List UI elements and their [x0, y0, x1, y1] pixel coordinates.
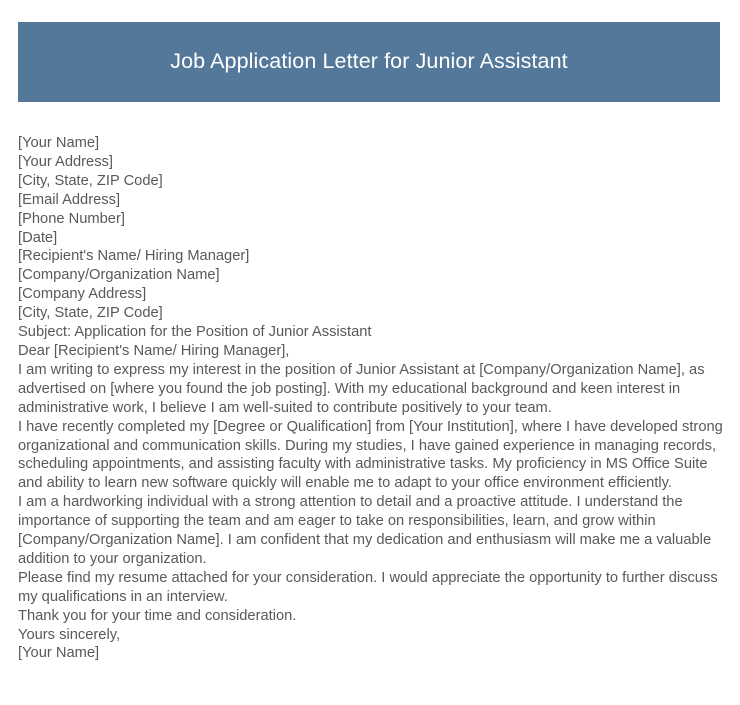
recipient-company-line: [Company/Organization Name] [18, 267, 220, 284]
recipient-name-line: [Recipient's Name/ Hiring Manager] [18, 248, 250, 265]
salutation-line: Dear [Recipient's Name/ Hiring Manager], [18, 342, 290, 359]
body-paragraph-3: I am a hardworking individual with a strong attention to detail and a proactive attitude. I understand the importance of supporting the team and am eager to take on responsibilities, learn, and grow within [Company/Organization Name]. I am confident that my dedication and enthusiasm will make me a valuable addition to your organization. [18, 494, 712, 567]
signature-name-line: [Your Name] [18, 645, 100, 662]
letter-body [18, 134, 724, 663]
sender-email-line: [Email Address] [18, 191, 121, 208]
closing-line: Yours sincerely, [18, 626, 121, 643]
sender-name-line: [Your Name] [18, 135, 100, 151]
recipient-address-line: [Company Address] [18, 286, 147, 303]
body-paragraph-1: I am writing to express my interest in the position of Junior Assistant at [Company/Organization Name], as advertised on [where you found the job posting]. With my educational background and keen interest in administrative work, I believe I am well-suited to contribute positively to your team. [18, 361, 705, 416]
sender-phone-line: [Phone Number] [18, 210, 125, 227]
body-paragraph-4: Please find my resume attached for your consideration. I would appreciate the opportunity to further discuss my qualifications in an interview. [18, 569, 718, 605]
sender-city-state-zip-line: [City, State, ZIP Code] [18, 172, 163, 189]
body-paragraph-2: I have recently completed my [Degree or Qualification] from [Your Institution], where I have developed strong organizational and communication skills. During my studies, I have gained experience in managing records, scheduling appointments, and assisting faculty with administrative tasks. My proficiency in MS Office Suite and ability to learn new software quickly will enable me to adapt to your office environment efficiently. [18, 418, 723, 492]
body-paragraph-5: Thank you for your time and consideration. [18, 607, 297, 624]
page-title: Job Application Letter for Junior Assistant [170, 49, 568, 74]
recipient-city-state-zip-line: [City, State, ZIP Code] [18, 305, 163, 322]
date-line: [Date] [18, 229, 58, 246]
sender-address-line: [Your Address] [18, 153, 113, 170]
subject-line: Subject: Application for the Position of Junior Assistant [18, 324, 372, 341]
document-header-banner [18, 22, 720, 102]
